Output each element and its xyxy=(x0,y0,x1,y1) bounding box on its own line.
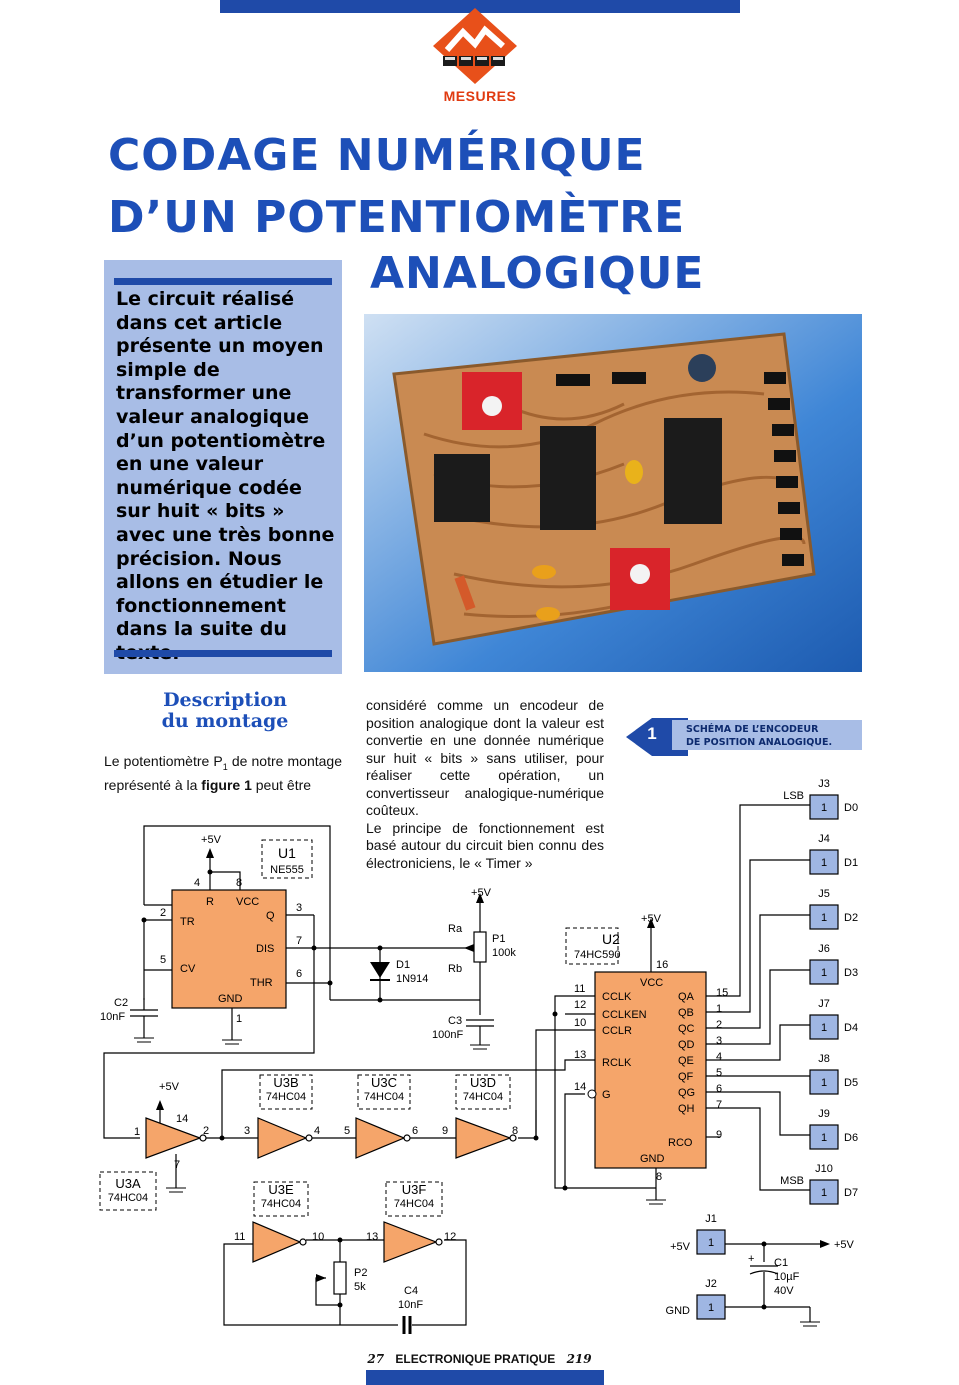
schematic-label: 74HC04 xyxy=(462,1091,504,1103)
schematic-label: U1 xyxy=(278,845,296,861)
schematic-label: P2 xyxy=(354,1267,368,1279)
schematic-label: 14 xyxy=(176,1113,189,1125)
schematic-label: +5V xyxy=(201,834,221,846)
schematic-label: VCC xyxy=(640,977,664,989)
schematic-label: 7 xyxy=(296,935,303,947)
schematic-label: TR xyxy=(180,916,195,928)
schematic-label: D2 xyxy=(844,912,859,924)
schematic-label: 1 xyxy=(820,1187,828,1199)
schematic-label: 12 xyxy=(574,999,587,1011)
schematic-label: U3D xyxy=(469,1075,497,1090)
schematic-label: 1 xyxy=(820,857,828,869)
schematic-label: 5 xyxy=(716,1067,723,1079)
schematic-label: 1 xyxy=(820,1132,828,1144)
schematic-label: QD xyxy=(678,1039,695,1051)
col1-figure-ref: figure 1 xyxy=(201,776,252,793)
schematic-label: D0 xyxy=(844,802,859,814)
footer-page-left: 27 xyxy=(367,1352,385,1366)
schematic-label: +5V xyxy=(471,887,491,899)
schematic-label: 5k xyxy=(354,1281,366,1293)
schematic-label: 2 xyxy=(203,1125,210,1137)
schematic-label: G xyxy=(602,1089,611,1101)
schematic-label: D1 xyxy=(396,959,411,971)
col1-text-a: Le potentiomètre P xyxy=(104,753,223,769)
schematic-label: J6 xyxy=(818,943,830,955)
schematic-label: 10µF xyxy=(774,1271,800,1283)
schematic-label: C1 xyxy=(774,1257,789,1269)
footer-magazine-name: ELECTRONIQUE PRATIQUE xyxy=(395,1352,556,1366)
schematic-label: 10 xyxy=(574,1017,587,1029)
schematic-label: 9 xyxy=(716,1129,723,1141)
schematic-label: C2 xyxy=(114,997,129,1009)
schematic-label: 6 xyxy=(412,1125,419,1137)
schematic-label: 11 xyxy=(574,983,586,995)
schematic-label: Ra xyxy=(448,923,463,935)
section-heading-line-1: Description xyxy=(163,689,287,711)
footer-page-right: 219 xyxy=(566,1352,592,1366)
d1-diode-icon xyxy=(370,962,390,978)
schematic-label: C3 xyxy=(448,1015,463,1027)
schematic-label: U3F xyxy=(401,1182,427,1197)
gate-u3b-icon xyxy=(258,1118,306,1158)
schematic-label: J4 xyxy=(818,833,830,845)
col1-text-c: peut être xyxy=(251,776,312,793)
schematic-label: GND xyxy=(218,993,243,1005)
schematic-label: 4 xyxy=(716,1051,723,1063)
schematic-label: QB xyxy=(678,1007,694,1019)
schematic-label: Rb xyxy=(448,963,463,975)
schematic-label: U3E xyxy=(268,1182,294,1197)
gate-u3c-icon xyxy=(356,1118,404,1158)
schematic-label: QH xyxy=(678,1103,695,1115)
schematic-label: D3 xyxy=(844,967,859,979)
figure-caption-line-2: DE POSITION ANALOGIQUE. xyxy=(686,737,833,748)
schematic-label: 9 xyxy=(442,1125,449,1137)
schematic-label: 16 xyxy=(656,959,669,971)
schematic-label: +5V xyxy=(159,1081,179,1093)
schematic-label: 74HC04 xyxy=(393,1198,435,1210)
schematic-label: 1 xyxy=(134,1126,141,1138)
schematic-label: 3 xyxy=(296,902,303,914)
schematic-label: J1 xyxy=(705,1213,717,1225)
bottom-color-bar xyxy=(366,1370,604,1385)
schematic-label: 74HC04 xyxy=(265,1091,307,1103)
schematic-label: 10 xyxy=(312,1231,325,1243)
figure-caption-line-1: SCHÉMA DE L’ENCODEUR xyxy=(686,724,819,735)
schematic-label: RCLK xyxy=(602,1057,632,1069)
schematic-label: 8 xyxy=(236,877,243,889)
schematic-label: QC xyxy=(678,1023,695,1035)
schematic-label: 11 xyxy=(234,1231,246,1243)
schematic-label: 7 xyxy=(174,1159,181,1171)
schematic-label: D1 xyxy=(844,857,859,869)
schematic-label: J7 xyxy=(818,998,830,1010)
col1-subscript: 1 xyxy=(222,761,228,772)
schematic-label: CCLKEN xyxy=(602,1009,647,1021)
schematic-label: U3C xyxy=(370,1075,398,1090)
schematic-label: J10 xyxy=(815,1163,833,1175)
schematic-label: 12 xyxy=(444,1231,457,1243)
schematic-label: 6 xyxy=(296,968,303,980)
schematic-label: 8 xyxy=(656,1171,663,1183)
schematic-label: 1 xyxy=(820,912,828,924)
schematic-label: J5 xyxy=(818,888,830,900)
section-heading-line-2: du montage xyxy=(161,710,289,732)
schematic-label: 40V xyxy=(774,1285,794,1297)
schematic-label: 13 xyxy=(574,1049,587,1061)
schematic-label: 10nF xyxy=(398,1299,424,1311)
schematic-label: CCLR xyxy=(602,1025,632,1037)
schematic-label: 74HC04 xyxy=(260,1198,302,1210)
schematic-label: 14 xyxy=(574,1081,587,1093)
schematic-label: 4 xyxy=(314,1125,321,1137)
col1-text-b: de notre montage représenté à la xyxy=(104,753,342,793)
schematic-label: 5 xyxy=(344,1125,351,1137)
schematic-label: GND xyxy=(665,1305,690,1317)
title-line-3: ANALOGIQUE xyxy=(370,248,705,299)
schematic-label: 100nF xyxy=(432,1029,464,1041)
schematic-label: 74HC04 xyxy=(107,1192,149,1204)
schematic-label: 1 xyxy=(707,1237,715,1249)
schematic-label: 1 xyxy=(820,1077,828,1089)
schematic-label: U3B xyxy=(273,1075,299,1090)
schematic-label: 8 xyxy=(512,1125,519,1137)
section-rubric: MESURES xyxy=(443,88,517,104)
schematic-label: 3 xyxy=(716,1035,723,1047)
schematic-label: D6 xyxy=(844,1132,859,1144)
schematic-label: 1 xyxy=(236,1013,243,1025)
schematic-label: D7 xyxy=(844,1187,859,1199)
schematic-label: CCLK xyxy=(602,991,632,1003)
page-footer xyxy=(0,1352,959,1366)
schematic-label: 74HC590 xyxy=(574,949,621,961)
schematic-label: + xyxy=(748,1253,755,1265)
schematic-label: VCC xyxy=(236,896,260,908)
schematic-label: 2 xyxy=(716,1019,723,1031)
schematic-label: 3 xyxy=(244,1125,251,1137)
title-line-1: CODAGE NUMÉRIQUE xyxy=(108,130,646,181)
schematic-label: 2 xyxy=(160,907,167,919)
schematic-label: J2 xyxy=(705,1278,717,1290)
gate-u3f-icon xyxy=(384,1222,436,1262)
lead-text: Le circuit réalisé dans cet article présente un moyen simple de transformer une valeur analogique d’un potentiomètre en une valeur numérique codée sur huit « bits » avec une très bonne précision. Nous allons en étudier le fonctionnement dans la suite du xyxy=(116,288,335,641)
schematic-label: 10nF xyxy=(100,1011,126,1023)
schematic-label: +5V xyxy=(670,1241,690,1253)
schematic-label: J8 xyxy=(818,1053,830,1065)
gate-u3d-icon xyxy=(456,1118,510,1158)
figure-number: 1 xyxy=(647,724,657,743)
schematic-label: 6 xyxy=(716,1083,723,1095)
schematic-label: D4 xyxy=(844,1022,859,1034)
schematic-label: 13 xyxy=(366,1231,379,1243)
schematic-label: QF xyxy=(678,1071,694,1083)
schematic-label: C4 xyxy=(404,1285,419,1297)
schematic-label: D5 xyxy=(844,1077,859,1089)
col2-paragraph-2: Le principe de fonctionnement est basé autour du circuit bien connu des électroniciens, le « Timer » xyxy=(366,819,604,871)
schematic-label: Q xyxy=(266,910,275,922)
schematic-label: LSB xyxy=(783,790,804,802)
schematic-label: 100k xyxy=(492,947,516,959)
title-line-2: D’UN POTENTIOMÈTRE xyxy=(108,192,686,243)
schematic-label: QE xyxy=(678,1055,694,1067)
p2-icon xyxy=(334,1262,346,1294)
schematic-label: 1 xyxy=(820,1022,828,1034)
schematic-label: J3 xyxy=(818,778,830,790)
col2-paragraph-1: considéré comme un encodeur de position analogique dont la valeur est convertie en une donnée numérique sur huit « bits » sans utiliser, pour réaliser cette opération, un convertisseur analogique-numérique coûteux. xyxy=(366,697,604,818)
schematic-label: QG xyxy=(678,1087,696,1099)
schematic-label: 1 xyxy=(707,1302,715,1314)
schematic-label: 7 xyxy=(716,1099,723,1111)
p1-icon xyxy=(474,932,486,962)
schematic-label: 5 xyxy=(160,954,167,966)
schematic-label: U3A xyxy=(115,1176,141,1191)
schematic-label: 15 xyxy=(716,987,729,999)
schematic-label: 1 xyxy=(820,802,828,814)
schematic-label: U2 xyxy=(602,931,620,947)
schematic-label: J9 xyxy=(818,1108,830,1120)
schematic-label: 1 xyxy=(716,1003,723,1015)
schematic-label: 1 xyxy=(820,967,828,979)
schematic-label: 74HC04 xyxy=(363,1091,405,1103)
schematic-label: QA xyxy=(678,991,694,1003)
schematic-label: R xyxy=(206,896,214,908)
schematic-label: 1N914 xyxy=(396,973,429,985)
schematic-label: MSB xyxy=(780,1175,804,1187)
schematic-label: +5V xyxy=(641,913,661,925)
schematic-label: NE555 xyxy=(270,864,304,876)
schematic-label: +5V xyxy=(834,1239,854,1251)
schematic-label: THR xyxy=(250,977,273,989)
schematic-label: GND xyxy=(640,1153,665,1165)
schematic-label: 4 xyxy=(194,877,201,889)
gate-u3a-icon xyxy=(146,1118,200,1158)
schematic-label: DIS xyxy=(256,943,275,955)
schematic-label: CV xyxy=(180,963,196,975)
gate-u3e-icon xyxy=(253,1222,300,1262)
schematic-label: P1 xyxy=(492,933,506,945)
schematic-label: RCO xyxy=(668,1137,693,1149)
